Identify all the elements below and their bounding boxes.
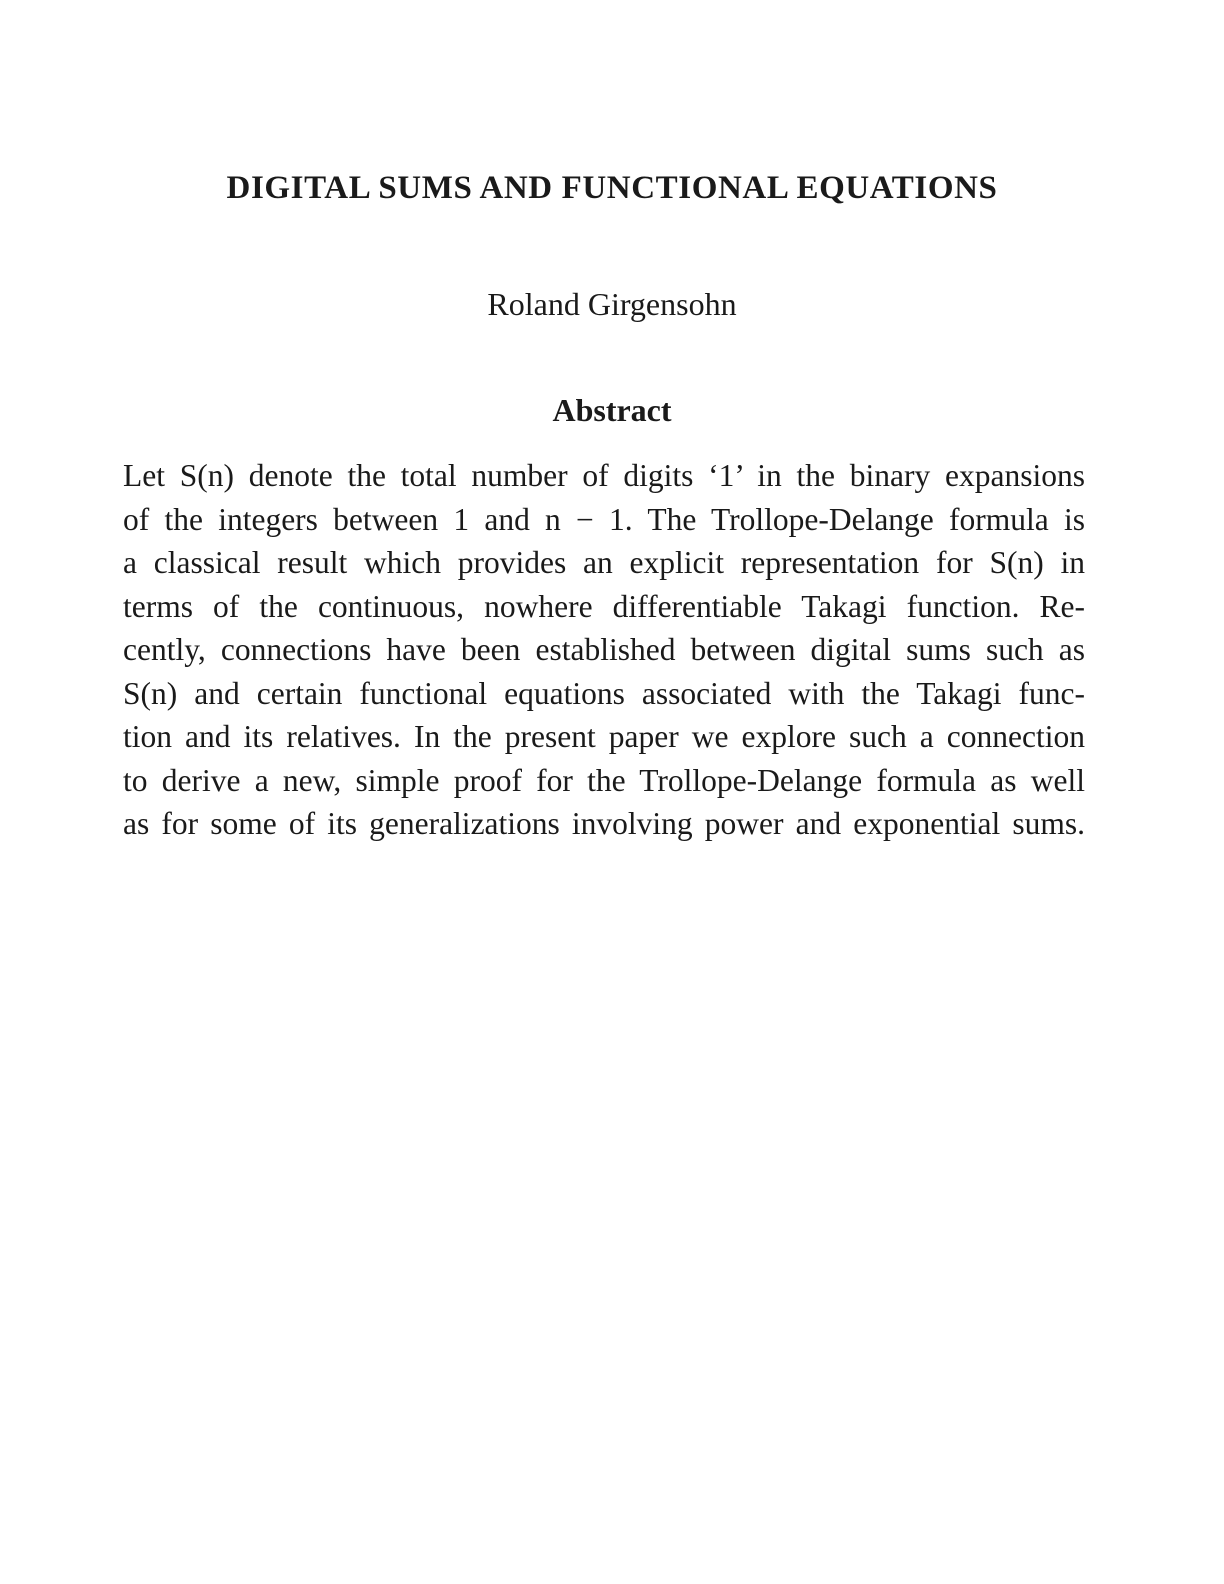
abstract-line: a classical result which provides an explicit representation for S(n) in (123, 545, 1085, 580)
paper-title: DIGITAL SUMS AND FUNCTIONAL EQUATIONS (226, 170, 998, 206)
abstract-line: as for some of its generalizations involving power and exponential sums. (123, 806, 1085, 841)
abstract-line: terms of the continuous, nowhere differentiable Takagi function. Re- (123, 588, 1085, 624)
abstract-line: cently, connections have been established between digital sums such as (123, 632, 1085, 667)
author-name: Roland Girgensohn (487, 286, 737, 322)
abstract-body (123, 454, 1085, 846)
abstract-line: of the integers between 1 and n − 1. The Trollope-Delange formula is (123, 501, 1085, 537)
abstract-line: tion and its relatives. In the present paper we explore such a connection (123, 719, 1085, 754)
abstract-heading: Abstract (552, 392, 672, 428)
abstract-line: to derive a new, simple proof for the Trollope-Delange formula as well (123, 762, 1085, 798)
abstract-line: Let S(n) denote the total number of digits ‘1’ in the binary expansions (123, 458, 1085, 493)
abstract-line: S(n) and certain functional equations associated with the Takagi func- (123, 675, 1085, 711)
